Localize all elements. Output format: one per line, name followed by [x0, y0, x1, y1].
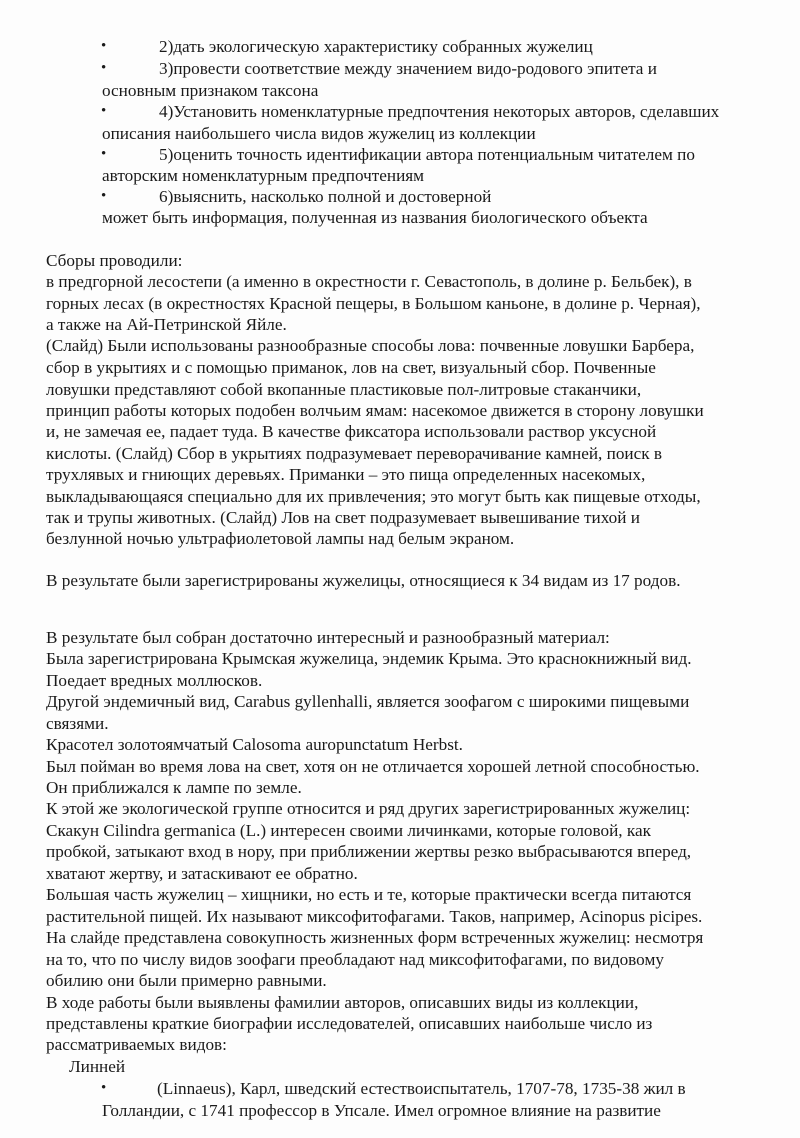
text-line: так и трупы животных. (Слайд) Лов на свет подразумевает вывешивание тихой и [46, 508, 640, 527]
text-line: сбор в укрытиях и с помощью приманок, лов на свет, визуальный сбор. Почвенные [46, 358, 656, 377]
collection-heading: Сборы проводили: [46, 251, 183, 270]
text-line: (Слайд) Были использованы разнообразные способы лова: почвенные ловушки Барбера, [46, 336, 695, 355]
bullet-icon: • [101, 60, 107, 76]
text-line: представлены краткие биографии исследователей, описавших наибольше число из [46, 1014, 653, 1033]
text-line: и, не замечая ее, падает туда. В качестве фиксатора использовали раствор уксусной [46, 422, 657, 441]
text-line: Другой эндемичный вид, Carabus gyllenhalli, является зоофагом с широкими пищевыми [46, 692, 690, 711]
text-line: а также на Ай-Петринской Яйле. [46, 315, 287, 334]
result-line: В результате были зарегистрированы жужелицы, относящиеся к 34 видам из 17 родов. [46, 571, 681, 590]
text-line: В ходе работы были выявлены фамилии авторов, описавших виды из коллекции, [46, 993, 639, 1012]
goal-line: описания наибольшего числа видов жужелиц из коллекции [102, 124, 536, 143]
goal-line: основным признаком таксона [102, 81, 319, 100]
author-heading: Линней [69, 1057, 126, 1076]
bullet-icon: • [101, 146, 107, 162]
text-line: растительной пищей. Их называют миксофитофагами. Таков, например, Acinopus picipes. [46, 907, 703, 926]
bullet-icon: • [101, 1080, 107, 1096]
text-line: Он приближался к лампе по земле. [46, 778, 302, 797]
author-entry-line: (Linnaeus), Карл, шведский естествоиспытатель, 1707-78, 1735-38 жил в [157, 1079, 686, 1098]
text-line: выкладывающаяся специально для их привлечения; это могут быть как пищевые отходы, [46, 487, 701, 506]
goal-line: авторским номенклатурным предпочтениям [102, 166, 425, 185]
text-line: Был пойман во время лова на свет, хотя он не отличается хорошей летной способностью. [46, 757, 700, 776]
text-line: На слайде представлена совокупность жизненных форм встреченных жужелиц: несмотря [46, 928, 704, 947]
goal-line: 3)провести соответствие между значением видо-родового эпитета и [159, 59, 657, 78]
text-line: хватают жертву, и затаскивают ее обратно. [46, 864, 358, 883]
text-line: на то, что по числу видов зоофаги преобладают над миксофитофагами, по видовому [46, 950, 664, 969]
bullet-icon: • [101, 38, 107, 54]
text-line: кислоты. (Слайд) Сбор в укрытиях подразумевает переворачивание камней, поиск в [46, 444, 663, 463]
text-line: рассматриваемых видов: [46, 1035, 227, 1054]
text-line: Поедает вредных моллюсков. [46, 671, 263, 690]
text-line: связями. [46, 714, 109, 733]
text-line: в предгорной лесостепи (а именно в окрестности г. Севастополь, в долине р. Бельбек), в [46, 272, 692, 291]
goal-line: 2)дать экологическую характеристику собранных жужелиц [159, 37, 593, 56]
bullet-icon: • [101, 103, 107, 119]
text-line: ловушки представляют собой вкопанные пластиковые пол-литровые стаканчики, [46, 380, 642, 399]
goal-line: может быть информация, полученная из названия биологического объекта [102, 208, 648, 227]
text-line: трухлявых и гниющих деревьях. Приманки – это пища определенных насекомых, [46, 465, 646, 484]
text-line: обилию они были примерно равными. [46, 971, 327, 990]
text-line: Скакун Cilindra germanica (L.) интересен своими личинками, которые головой, как [46, 821, 651, 840]
text-line: В результате был собран достаточно интересный и разнообразный материал: [46, 628, 610, 647]
text-line: пробкой, затыкают вход в нору, при приближении жертвы резко выбрасываются вперед, [46, 842, 692, 861]
text-line: Большая часть жужелиц – хищники, но есть и те, которые практически всегда питаются [46, 885, 692, 904]
text-line: К этой же экологической группе относится и ряд других зарегистрированных жужелиц: [46, 799, 691, 818]
text-line: принцип работы которых подобен волчьим ямам: насекомое движется в сторону ловушки [46, 401, 704, 420]
goal-line: 5)оценить точность идентификации автора потенциальным читателем по [159, 145, 695, 164]
text-line: Была зарегистрирована Крымская жужелица, эндемик Крыма. Это краснокнижный вид. [46, 649, 692, 668]
bullet-icon: • [101, 188, 107, 204]
author-entry-line: Голландии, с 1741 профессор в Упсале. Имел огромное влияние на развитие [102, 1101, 661, 1120]
goal-line: 6)выяснить, насколько полной и достоверной [159, 187, 492, 206]
goal-line: 4)Установить номенклатурные предпочтения некоторых авторов, сделавших [159, 102, 720, 121]
text-line: горных лесах (в окрестностях Красной пещеры, в Большом каньоне, в долине р. Черная), [46, 294, 701, 313]
text-line: Красотел золотоямчатый Calosoma auropunctatum Herbst. [46, 735, 463, 754]
text-line: безлунной ночью ультрафиолетовой лампы над белым экраном. [46, 529, 515, 548]
